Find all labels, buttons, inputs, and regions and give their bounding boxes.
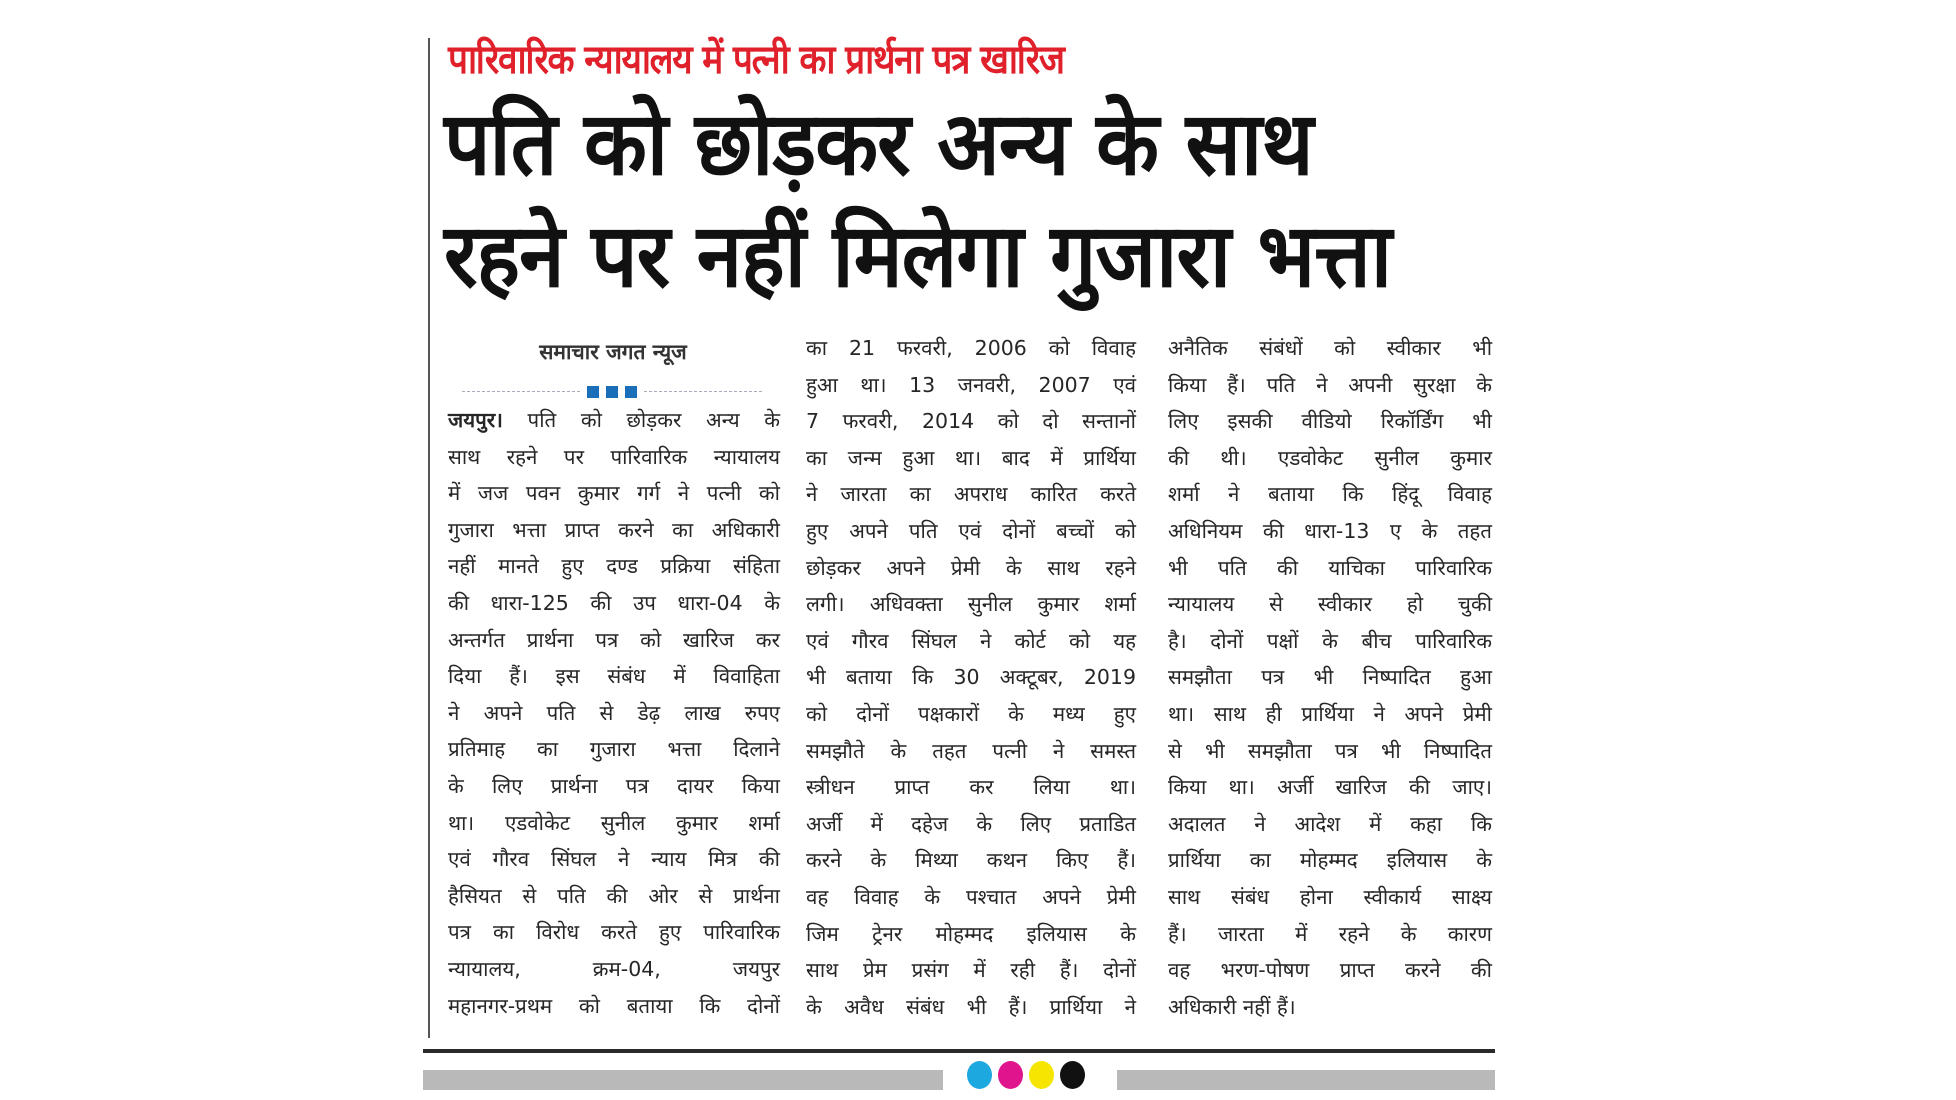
text-line: साथ प्रेम प्रसंग में रही हैं। दोनों	[806, 958, 1136, 983]
column-rule	[428, 38, 430, 1038]
text-line: का जन्म हुआ था। बाद में प्रार्थिया	[806, 445, 1136, 470]
text-line: दिया हैं। इस संबंध में विवाहिता	[448, 664, 780, 689]
text-line: करने के मिथ्या कथन किए हैं।	[806, 848, 1136, 873]
ornament-square	[587, 386, 599, 398]
text-line: वह विवाह के पश्चात अपने प्रेमी	[806, 884, 1136, 909]
text-line: अन्तर्गत प्रार्थना पत्र को खारिज कर	[448, 627, 780, 652]
registration-dot-cyan	[967, 1061, 992, 1089]
text-line: है। दोनों पक्षों के बीच पारिवारिक	[1168, 628, 1492, 653]
footer-bar-right	[1117, 1070, 1495, 1090]
text-line: महानगर-प्रथम को बताया कि दोनों	[448, 993, 780, 1018]
text-line: हैं। जारता में रहने के कारण	[1168, 921, 1492, 946]
text-line: हैसियत से पति की ओर से प्रार्थना	[448, 883, 780, 908]
article-column-3	[1168, 330, 1492, 1025]
text-line: से भी समझौता पत्र भी निष्पादित	[1168, 738, 1492, 763]
text-line: एवं गौरव सिंघल ने न्याय मित्र की	[448, 847, 780, 872]
byline-ornament	[462, 385, 762, 399]
main-headline	[444, 88, 1462, 312]
text-line: के अवैध संबंध भी हैं। प्रार्थिया ने	[806, 994, 1136, 1019]
text-line: था। साथ ही प्रार्थिया ने अपने प्रेमी	[1168, 701, 1492, 726]
text-line: एवं गौरव सिंघल ने कोर्ट को यह	[806, 628, 1136, 653]
ornament-square	[625, 386, 637, 398]
registration-dot-yellow	[1029, 1061, 1054, 1089]
kicker-headline: पारिवारिक न्यायालय में पत्नी का प्रार्थना पत्र खारिज	[448, 37, 1064, 83]
text-line: किया हैं। पति ने अपनी सुरक्षा के	[1168, 372, 1492, 397]
text-line: छोड़कर अपने प्रेमी के साथ रहने	[806, 555, 1136, 580]
registration-dot-black	[1060, 1061, 1085, 1089]
text-line: अदालत ने आदेश में कहा कि	[1168, 811, 1492, 836]
text-line: पत्र का विरोध करते हुए पारिवारिक	[448, 920, 780, 945]
bottom-rule	[423, 1049, 1495, 1053]
text-line: लगी। अधिवक्ता सुनील कुमार शर्मा	[806, 592, 1136, 617]
text-line: अधिकारी नहीं हैं।	[1168, 994, 1296, 1019]
text-line: स्त्रीधन प्राप्त कर लिया था।	[806, 775, 1136, 800]
text-line: के लिए प्रार्थना पत्र दायर किया	[448, 773, 780, 798]
text-line: न्यायालय से स्वीकार हो चुकी	[1168, 592, 1492, 617]
text-line: में जज पवन कुमार गर्ग ने पत्नी को	[448, 481, 780, 506]
headline-line-2: रहने पर नहीं मिलेगा गुजारा भत्ता	[444, 204, 1392, 307]
text-line: को दोनों पक्षकारों के मध्य हुए	[806, 701, 1136, 726]
text-line: हुआ था। 13 जनवरी, 2007 एवं	[806, 372, 1136, 397]
text-line: शर्मा ने बताया कि हिंदू विवाह	[1168, 482, 1492, 507]
text-line: समझौता पत्र भी निष्पादित हुआ	[1168, 665, 1492, 690]
text-line: गुजारा भत्ता प्राप्त करने का अधिकारी	[448, 517, 780, 542]
text-line: का 21 फरवरी, 2006 को विवाह	[806, 336, 1136, 360]
ornament-dash-left	[462, 391, 580, 392]
article-column-2	[806, 330, 1136, 1025]
ornament-square	[606, 386, 618, 398]
text-line: अर्जी में दहेज के लिए प्रताडित	[806, 811, 1136, 836]
text-line: समझौते के तहत पत्नी ने समस्त	[806, 738, 1136, 763]
headline-line-1: पति को छोड़कर अन्य के साथ	[444, 92, 1313, 195]
text-line: जयपुर। पति को छोड़कर अन्य के	[448, 408, 780, 432]
article-column-1	[448, 402, 780, 1024]
text-line: की थी। एडवोकेट सुनील कुमार	[1168, 445, 1492, 470]
text-line: प्रार्थिया का मोहम्मद इलियास के	[1168, 848, 1492, 873]
text-line: ने जारता का अपराध कारित करते	[806, 482, 1136, 507]
text-line: अधिनियम की धारा-13 ए के तहत	[1168, 518, 1492, 543]
ornament-dash-right	[644, 391, 762, 392]
text-line: प्रतिमाह का गुजारा भत्ता दिलाने	[448, 737, 780, 762]
text-line: किया था। अर्जी खारिज की जाए।	[1168, 775, 1492, 800]
text-line: की धारा-125 की उप धारा-04 के	[448, 590, 780, 615]
text-line: न्यायालय, क्रम-04, जयपुर	[448, 956, 780, 981]
dateline: जयपुर।	[448, 408, 503, 432]
text-line: नहीं मानते हुए दण्ड प्रक्रिया संहिता	[448, 554, 780, 579]
text-line: साथ रहने पर पारिवारिक न्यायालय	[448, 444, 780, 469]
text-line: ने अपने पति से डेढ़ लाख रुपए	[448, 700, 780, 725]
text-line: जिम ट्रेनर मोहम्मद इलियास के	[806, 921, 1136, 946]
text-line: लिए इसकी वीडियो रिकॉर्डिंग भी	[1168, 409, 1492, 434]
registration-dot-magenta	[998, 1061, 1023, 1089]
text-line: साथ संबंध होना स्वीकार्य साक्ष्य	[1168, 884, 1492, 909]
text-line: भी बताया कि 30 अक्टूबर, 2019	[806, 665, 1136, 690]
text-line: भी पति की याचिका पारिवारिक	[1168, 555, 1492, 580]
text-line: हुए अपने पति एवं दोनों बच्चों को	[806, 518, 1136, 543]
text-line: 7 फरवरी, 2014 को दो सन्तानों	[806, 409, 1136, 434]
byline: समाचार जगत न्यूज	[539, 340, 687, 364]
text-line: अनैतिक संबंधों को स्वीकार भी	[1168, 336, 1492, 360]
text-line: था। एडवोकेट सुनील कुमार शर्मा	[448, 810, 780, 835]
text-line: वह भरण-पोषण प्राप्त करने की	[1168, 958, 1492, 983]
footer-bar-left	[423, 1070, 943, 1090]
